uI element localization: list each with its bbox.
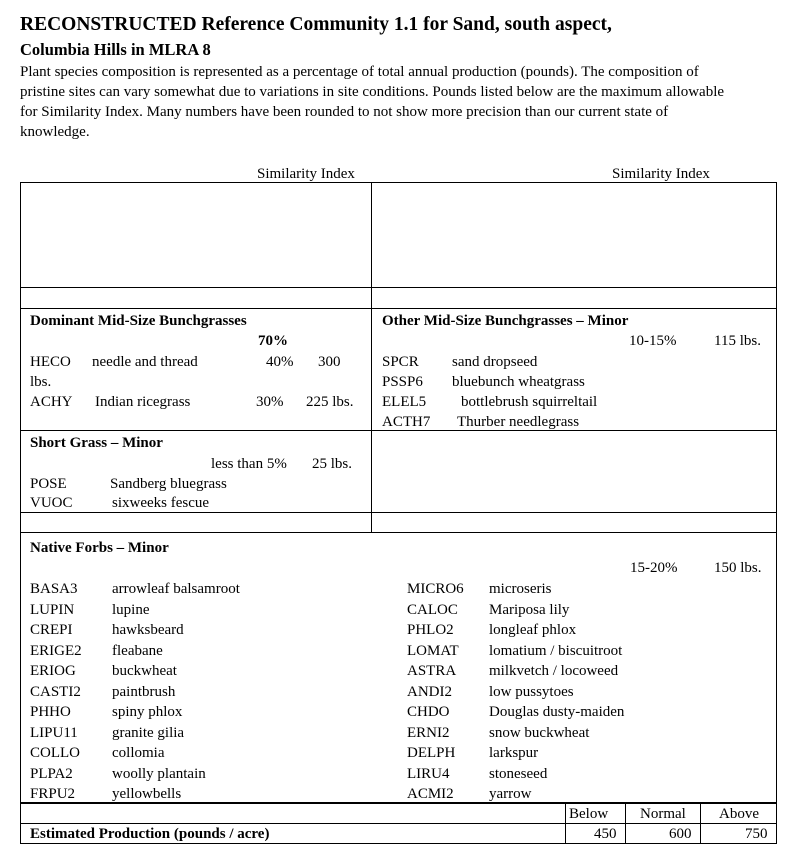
species-code: DELPH	[407, 745, 456, 761]
species-code: VUOC	[30, 495, 73, 511]
species-code: FRPU2	[30, 786, 76, 802]
species-code: PSSP6	[382, 374, 423, 390]
species-name: yellowbells	[112, 786, 182, 802]
forbs-range: 15-20%	[630, 560, 678, 576]
other-mid-range: 10-15%	[629, 333, 677, 349]
species-code: LIRU4	[407, 766, 450, 782]
species-code: MICRO6	[407, 581, 464, 597]
species-lbs: 300	[318, 354, 341, 370]
species-name: low pussytoes	[489, 684, 574, 700]
species-name: woolly plantain	[112, 766, 206, 782]
species-name: Indian ricegrass	[95, 394, 191, 410]
short-grass-lbs: 25 lbs.	[312, 456, 353, 472]
species-code: CALOC	[407, 602, 458, 618]
species-name: lupine	[112, 602, 150, 618]
production-value-below: 450	[594, 826, 617, 842]
species-name: collomia	[112, 745, 165, 761]
intro-paragraph: Plant species composition is represented as a percentage of total annual production (pounds). The composition of pristine sites can vary somewhat due to variations in site conditions. Pounds listed below are the maximum allowable for Similarity Index. Many numbers have been rounded to not show more precision than our current state of knowledge.	[20, 64, 725, 140]
species-code: CHDO	[407, 704, 450, 720]
species-code: ERNI2	[407, 725, 450, 741]
species-name: longleaf phlox	[489, 622, 577, 638]
production-header-normal: Normal	[640, 806, 686, 822]
species-code: PHHO	[30, 704, 71, 720]
species-code: POSE	[30, 476, 67, 492]
species-name: buckwheat	[112, 663, 177, 679]
species-name: stoneseed	[489, 766, 548, 782]
species-code: SPCR	[382, 354, 419, 370]
production-header-below: Below	[569, 806, 609, 822]
species-code: ASTRA	[407, 663, 457, 679]
species-name: hawksbeard	[112, 622, 184, 638]
species-code: ELEL5	[382, 394, 427, 410]
similarity-index-right: Similarity Index	[612, 166, 710, 182]
species-code: ERIOG	[30, 663, 76, 679]
species-name: milkvetch / locoweed	[489, 663, 619, 679]
species-name: bluebunch wheatgrass	[452, 374, 585, 390]
species-code: HECO	[30, 354, 71, 370]
species-name: spiny phlox	[112, 704, 183, 720]
species-code: ACHY	[30, 394, 73, 410]
species-name: bottlebrush squirreltail	[461, 394, 598, 410]
species-code: LIPU11	[30, 725, 78, 741]
short-grass-range: less than 5%	[211, 456, 287, 472]
production-value-above: 750	[745, 826, 768, 842]
species-code: PLPA2	[30, 766, 73, 782]
short-grass-heading: Short Grass – Minor	[30, 435, 163, 451]
species-name: fleabane	[112, 643, 163, 659]
species-percent: 40%	[266, 354, 294, 370]
species-code: ACMI2	[407, 786, 454, 802]
species-lbs-unit: lbs.	[30, 374, 52, 390]
species-name: sixweeks fescue	[112, 495, 210, 511]
production-value-normal: 600	[669, 826, 692, 842]
species-name: Thurber needlegrass	[457, 414, 580, 430]
species-code: BASA3	[30, 581, 78, 597]
species-name: Sandberg bluegrass	[110, 476, 227, 492]
species-code: PHLO2	[407, 622, 454, 638]
species-code: COLLO	[30, 745, 80, 761]
species-name: larkspur	[489, 745, 539, 761]
species-lbs: 225 lbs.	[306, 394, 354, 410]
species-code: LUPIN	[30, 602, 75, 618]
production-label: Estimated Production (pounds / acre)	[30, 826, 270, 842]
species-name: paintbrush	[112, 684, 176, 700]
similarity-index-left: Similarity Index	[257, 166, 355, 182]
species-name: microseris	[489, 581, 552, 597]
other-mid-heading: Other Mid-Size Bunchgrasses – Minor	[382, 313, 629, 329]
species-percent: 30%	[256, 394, 284, 410]
species-name: arrowleaf balsamroot	[112, 581, 240, 597]
production-header-above: Above	[719, 806, 759, 822]
page-title: RECONSTRUCTED Reference Community 1.1 for Sand, south aspect,	[20, 14, 612, 35]
forbs-heading: Native Forbs – Minor	[30, 540, 169, 556]
species-code: CASTI2	[30, 684, 81, 700]
dominant-heading: Dominant Mid-Size Bunchgrasses	[30, 313, 247, 329]
species-code: LOMAT	[407, 643, 459, 659]
forbs-lbs: 150 lbs.	[714, 560, 762, 576]
species-name: yarrow	[489, 786, 532, 802]
dominant-percent: 70%	[258, 333, 288, 349]
species-name: granite gilia	[112, 725, 185, 741]
species-code: CREPI	[30, 622, 73, 638]
species-name: Mariposa lily	[489, 602, 570, 618]
page-subtitle: Columbia Hills in MLRA 8	[20, 40, 211, 59]
species-name: lomatium / biscuitroot	[489, 643, 623, 659]
species-name: sand dropseed	[452, 354, 538, 370]
species-name: snow buckwheat	[489, 725, 590, 741]
species-name: Douglas dusty-maiden	[489, 704, 625, 720]
species-code: ERIGE2	[30, 643, 82, 659]
species-code: ACTH7	[382, 414, 431, 430]
species-name: needle and thread	[92, 354, 198, 370]
species-code: ANDI2	[407, 684, 452, 700]
other-mid-lbs: 115 lbs.	[714, 333, 761, 349]
